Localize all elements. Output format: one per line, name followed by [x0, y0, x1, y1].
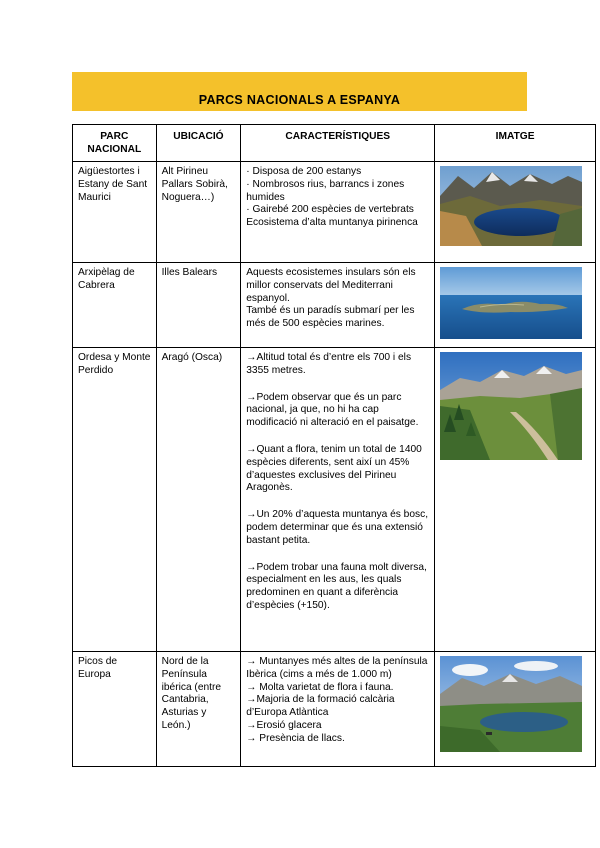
feature-line: També és un paradís submarí per les més de 500 espècies marines.: [246, 305, 415, 330]
feature-paragraph: →Un 20% d’aquesta muntanya és bosc, podem determinar que és una extensió bastant petita.: [246, 509, 429, 546]
park-image-cell: [435, 652, 596, 767]
parks-table: [72, 124, 596, 767]
park-location: Nord de la Península ibérica (entre Cantabria, Asturias y León.): [156, 652, 241, 767]
page-title: PARCS NACIONALS A ESPANYA: [198, 93, 401, 107]
feature-line: → Presència de llacs.: [246, 732, 345, 744]
feature-line: · Disposa de 200 estanys: [246, 166, 362, 177]
park-name: Ordesa y Monte Perdido: [73, 348, 157, 652]
table-row: [73, 162, 596, 263]
park-name: Picos de Europa: [73, 652, 157, 767]
feature-line: Ecosistema d’alta muntanya pirinenca: [246, 217, 418, 229]
glacial-lake-photo: [440, 656, 582, 752]
header-row: [73, 125, 596, 162]
park-features: [241, 263, 435, 348]
header-park-name: PARC NACIONAL: [73, 125, 157, 162]
feature-line: → Molta varietat de flora i fauna.: [246, 681, 394, 693]
feature-line: Aquests ecosistemes insulars són els millor conservats del Mediterrani espanyol.: [246, 267, 416, 304]
feature-line: →Erosió glacera: [246, 719, 322, 731]
park-name: Arxipèlag de Cabrera: [73, 263, 157, 348]
park-features: [241, 348, 435, 652]
feature-line: → Muntanyes més altes de la península Ibèrica (cims a més de 1.000 m): [246, 656, 428, 680]
feature-paragraph: →Podem trobar una fauna molt diversa, especialment en les aus, les quals predominen en quant a diferència d’espècies (+150).: [246, 561, 427, 611]
valley-mountain-photo: [440, 352, 582, 460]
feature-paragraph: →Podem observar que és un parc nacional, ja que, no hi ha cap modificació ni alteració en el paisatge.: [246, 391, 419, 429]
park-location: Illes Balears: [156, 263, 241, 348]
lake-mountain-photo: [440, 166, 582, 246]
title-banner: [72, 72, 527, 111]
park-location: Alt Pirineu Pallars Sobirà, Noguera…): [156, 162, 241, 263]
feature-line: · Nombrosos rius, barrancs i zones humides: [246, 178, 405, 203]
park-location: Aragó (Osca): [156, 348, 241, 652]
park-image-cell: [435, 348, 596, 652]
park-features: [241, 652, 435, 767]
feature-line: →Majoria de la formació calcària d’Europa Atlàntica: [246, 694, 395, 719]
park-image-cell: [435, 263, 596, 348]
header-features: CARACTERÍSTIQUES: [241, 125, 435, 162]
header-location: UBICACIÓ: [156, 125, 241, 162]
header-image: IMATGE: [435, 125, 596, 162]
island-sea-photo: [440, 267, 582, 339]
park-name: Aigüestortes i Estany de Sant Maurici: [73, 162, 157, 263]
feature-paragraph: →Quant a flora, tenim un total de 1400 espècies diferents, sent així un 45% d’aquestes exclusives del Pirineu Aragonès.: [246, 443, 422, 494]
park-features: [241, 162, 435, 263]
feature-paragraph: →Altitud total és d’entre els 700 i els 3355 metres.: [246, 352, 412, 376]
feature-line: · Gairebé 200 espècies de vertebrats: [246, 204, 414, 216]
table-row: [73, 348, 596, 652]
table-row: [73, 263, 596, 348]
table-row: [73, 652, 596, 767]
park-image-cell: [435, 162, 596, 263]
